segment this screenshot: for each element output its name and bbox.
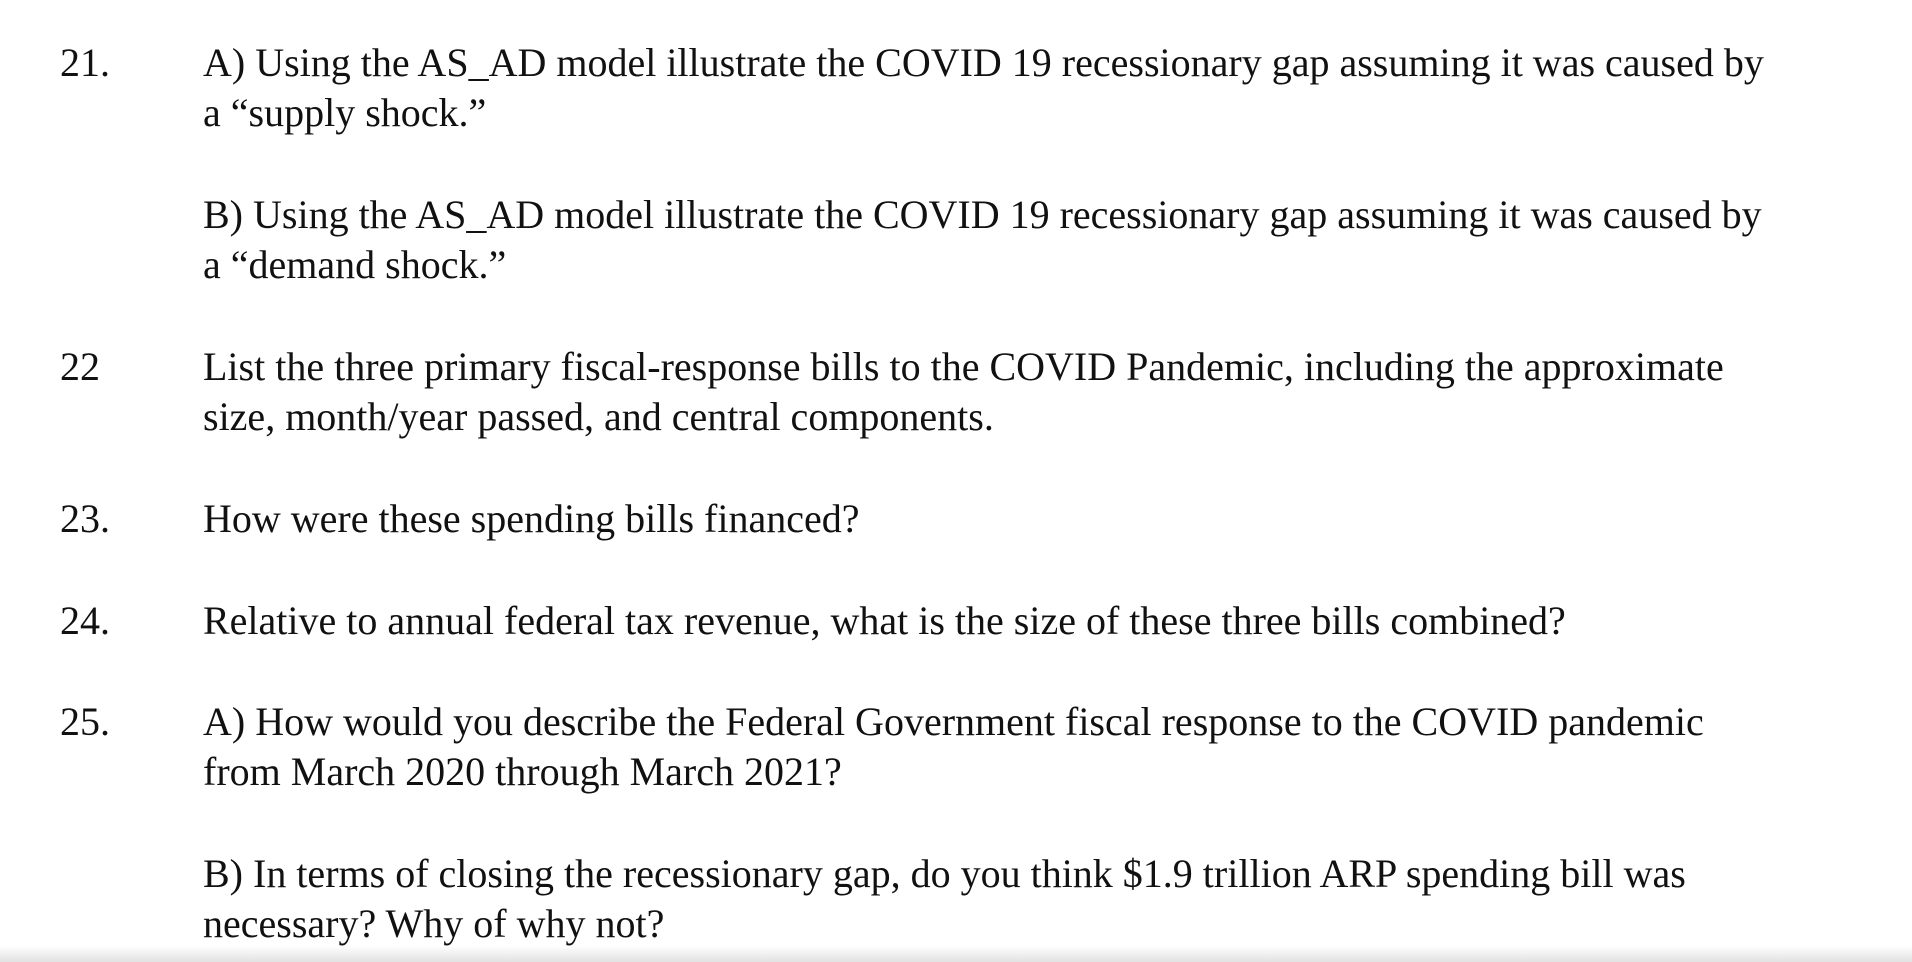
- question-number: 25.: [60, 699, 110, 744]
- question-text: Relative to annual federal tax revenue, what is the size of these three bills combined?: [203, 598, 1566, 643]
- question-number: 21.: [60, 40, 110, 85]
- question-text: A) How would you describe the Federal Government fiscal response to the COVID pandemic from March 2020 through March 2021?: [203, 699, 1704, 794]
- question-text: B) In terms of closing the recessionary gap, do you think $1.9 trillion ARP spending bill was necessary? Why of why not?: [203, 851, 1686, 946]
- question-text: B) Using the AS_AD model illustrate the COVID 19 recessionary gap assuming it was caused by a “demand shock.”: [203, 192, 1762, 287]
- question-number: 22: [60, 344, 100, 389]
- question-text: How were these spending bills financed?: [203, 496, 860, 541]
- question-number: 24.: [60, 598, 110, 643]
- question-number: 23.: [60, 496, 110, 541]
- question-text: List the three primary fiscal-response bills to the COVID Pandemic, including the approximate size, month/year passed, and central components.: [203, 344, 1724, 439]
- page-bottom-shadow: [0, 946, 1912, 962]
- question-text: A) Using the AS_AD model illustrate the COVID 19 recessionary gap assuming it was caused by a “supply shock.”: [203, 40, 1764, 135]
